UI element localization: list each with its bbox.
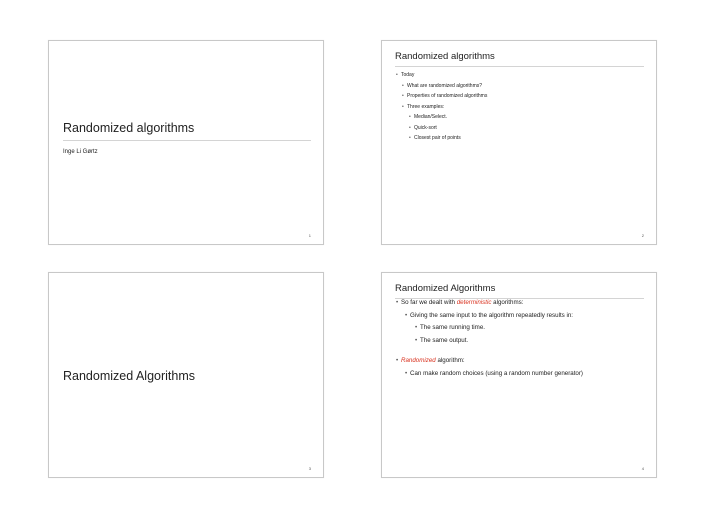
bullet-item: • The same output. (395, 335, 646, 348)
emphasis-text: Randomized (401, 356, 436, 364)
bullet-item (395, 297, 646, 310)
bullet-item: • Quick-sort (395, 123, 646, 134)
author-name: Inge Li Gørtz (63, 149, 98, 155)
bullet-list (395, 297, 646, 380)
emphasis-text: deterministic (456, 299, 492, 306)
slide-header: Randomized algorithms (395, 51, 495, 62)
bullet-item: • Can make random choices (using a random number generator) (395, 368, 646, 381)
bullet-list (395, 70, 646, 144)
bullet-text: algorithm: (435, 356, 465, 364)
bullet-text: algorithms: (491, 299, 524, 306)
slide-title: Randomized algorithms (63, 121, 195, 135)
header-divider (395, 66, 644, 67)
bullet-item: • Properties of randomized algorithms (395, 91, 646, 102)
page-number: 3 (308, 466, 311, 471)
bullet-item: • Giving the same input to the algorithm repeatedly results in: (395, 310, 646, 323)
bullet-item: • What are randomized algorithms? (395, 81, 646, 92)
page-number: 4 (641, 466, 644, 471)
page-number: 1 (308, 233, 311, 238)
spacer (395, 348, 646, 355)
slide-title: Randomized Algorithms (63, 369, 196, 383)
title-divider (63, 140, 311, 141)
bullet-item: • Closest pair of points (395, 133, 646, 144)
bullet-item (395, 355, 646, 368)
bullet-item: • The same running time. (395, 322, 646, 335)
slide-3 (48, 272, 324, 478)
page-number: 2 (641, 233, 644, 238)
bullet-text: So far we dealt with (401, 299, 457, 306)
slide-4 (381, 272, 657, 478)
slide-header: Randomized Algorithms (395, 283, 496, 294)
slide-1 (48, 40, 324, 245)
bullet-item: • Three examples: (395, 102, 646, 113)
bullet-item: • Today (395, 70, 646, 81)
slide-2 (381, 40, 657, 245)
bullet-item: • Median/Select. (395, 112, 646, 123)
